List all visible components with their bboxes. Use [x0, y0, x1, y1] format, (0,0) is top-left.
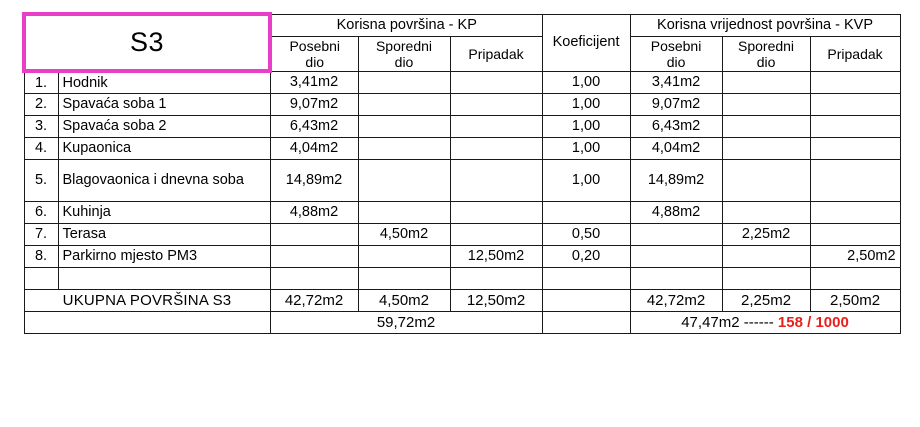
totals-kvp-pripadak: 2,50m2: [810, 289, 900, 311]
kvp-posebni: 4,04m2: [630, 137, 722, 159]
kp-posebni: 4,88m2: [270, 201, 358, 223]
kp-sporedni: [358, 93, 450, 115]
spacer-row: [24, 267, 900, 289]
kp-posebni: 3,41m2: [270, 71, 358, 93]
row-number: 2.: [24, 93, 58, 115]
grand-total-empty-koef: [542, 311, 630, 333]
kvp-posebni: [630, 223, 722, 245]
kvp-pripadak: [810, 201, 900, 223]
kvp-sporedni: 2,25m2: [722, 223, 810, 245]
totals-kvp-sporedni: 2,25m2: [722, 289, 810, 311]
header-korisna-vrijednost: Korisna vrijednost površina - KVP: [630, 14, 900, 36]
spacer-cell: [810, 267, 900, 289]
kp-sporedni: [358, 115, 450, 137]
surface-area-table: [22, 12, 901, 334]
grand-total-kp: 59,72m2: [270, 311, 542, 333]
kp-sporedni: 4,50m2: [358, 223, 450, 245]
kp-pripadak: [450, 201, 542, 223]
grand-total-kvp: [630, 311, 900, 333]
spacer-cell: [630, 267, 722, 289]
kvp-sporedni: [722, 201, 810, 223]
spacer-cell: [358, 267, 450, 289]
totals-row: [24, 289, 900, 311]
grand-total-separator: ------: [743, 313, 774, 331]
kvp-posebni: [630, 245, 722, 267]
subheader-kp-sporedni-line2: dio: [394, 53, 414, 70]
row-number: 6.: [24, 201, 58, 223]
grand-total-empty-left: [24, 311, 270, 333]
grand-total-row: [24, 311, 900, 333]
kp-pripadak: [450, 137, 542, 159]
kvp-pripadak: [810, 159, 900, 201]
table-row: [24, 159, 900, 201]
kvp-posebni: 3,41m2: [630, 71, 722, 93]
room-name: Parkirno mjesto PM3: [58, 245, 270, 267]
kp-sporedni: [358, 159, 450, 201]
unit-title: S3: [24, 14, 270, 71]
table-row: [24, 137, 900, 159]
table-row: [24, 71, 900, 93]
row-number: 4.: [24, 137, 58, 159]
ownership-share: 158 / 1000: [777, 313, 849, 331]
table-row: [24, 245, 900, 267]
kp-pripadak: [450, 93, 542, 115]
kvp-sporedni: [722, 115, 810, 137]
subheader-kvp-posebni-line1: Posebni: [650, 37, 702, 54]
totals-koeficijent: [542, 289, 630, 311]
kp-pripadak: [450, 71, 542, 93]
row-number: 7.: [24, 223, 58, 245]
kvp-posebni: 14,89m2: [630, 159, 722, 201]
koeficijent: 1,00: [542, 71, 630, 93]
kvp-pripadak: [810, 115, 900, 137]
spacer-cell: [722, 267, 810, 289]
room-name: Spavaća soba 1: [58, 93, 270, 115]
kvp-sporedni: [722, 137, 810, 159]
header-row-groups: [24, 14, 900, 36]
table-row: [24, 115, 900, 137]
kvp-sporedni: [722, 159, 810, 201]
row-number: 8.: [24, 245, 58, 267]
subheader-kvp-sporedni: [722, 36, 810, 71]
subheader-kvp-sporedni-line1: Sporedni: [738, 37, 795, 54]
koeficijent: 1,00: [542, 115, 630, 137]
kp-sporedni: [358, 245, 450, 267]
koeficijent: 1,00: [542, 159, 630, 201]
subheader-kp-posebni-line2: dio: [305, 53, 325, 70]
kvp-posebni: 9,07m2: [630, 93, 722, 115]
subheader-kvp-sporedni-line2: dio: [756, 53, 776, 70]
subheader-kp-pripadak: Pripadak: [450, 36, 542, 71]
subheader-kvp-posebni: [630, 36, 722, 71]
kp-posebni: 14,89m2: [270, 159, 358, 201]
room-name: Terasa: [58, 223, 270, 245]
room-name: Kupaonica: [58, 137, 270, 159]
kvp-sporedni: [722, 93, 810, 115]
kp-posebni: 9,07m2: [270, 93, 358, 115]
subheader-kvp-posebni-line2: dio: [666, 53, 686, 70]
kp-posebni: [270, 223, 358, 245]
row-number: 5.: [24, 159, 58, 201]
kvp-pripadak: [810, 71, 900, 93]
spacer-cell: [270, 267, 358, 289]
kvp-sporedni: [722, 71, 810, 93]
kvp-pripadak: [810, 93, 900, 115]
totals-kp-pripadak: 12,50m2: [450, 289, 542, 311]
kvp-pripadak: [810, 137, 900, 159]
subheader-kp-sporedni: [358, 36, 450, 71]
kp-pripadak: [450, 159, 542, 201]
kvp-posebni: 4,88m2: [630, 201, 722, 223]
koeficijent: 1,00: [542, 93, 630, 115]
koeficijent: 0,20: [542, 245, 630, 267]
kp-posebni: [270, 245, 358, 267]
table-row: [24, 93, 900, 115]
totals-kp-sporedni: 4,50m2: [358, 289, 450, 311]
row-number: 1.: [24, 71, 58, 93]
kp-pripadak: 12,50m2: [450, 245, 542, 267]
koeficijent: 0,50: [542, 223, 630, 245]
kp-posebni: 6,43m2: [270, 115, 358, 137]
spacer-cell: [542, 267, 630, 289]
subheader-kvp-pripadak: Pripadak: [810, 36, 900, 71]
kvp-pripadak: 2,50m2: [810, 245, 900, 267]
spacer-cell: [450, 267, 542, 289]
kp-pripadak: [450, 115, 542, 137]
grand-total-kvp-value: 47,47m2: [681, 313, 740, 331]
table-row: [24, 201, 900, 223]
spacer-cell: [24, 267, 58, 289]
kp-posebni: 4,04m2: [270, 137, 358, 159]
totals-kvp-posebni: 42,72m2: [630, 289, 722, 311]
table-row: [24, 223, 900, 245]
totals-kp-posebni: 42,72m2: [270, 289, 358, 311]
header-korisna-povrsina: Korisna površina - KP: [270, 14, 542, 36]
room-name: Kuhinja: [58, 201, 270, 223]
header-koeficijent: Koeficijent: [542, 14, 630, 71]
kp-sporedni: [358, 137, 450, 159]
kp-sporedni: [358, 201, 450, 223]
row-number: 3.: [24, 115, 58, 137]
kp-pripadak: [450, 223, 542, 245]
room-name: Hodnik: [58, 71, 270, 93]
room-name: Spavaća soba 2: [58, 115, 270, 137]
spacer-cell: [58, 267, 270, 289]
kvp-sporedni: [722, 245, 810, 267]
kp-sporedni: [358, 71, 450, 93]
subheader-kp-posebni: [270, 36, 358, 71]
subheader-kp-posebni-line1: Posebni: [289, 37, 341, 54]
subheader-kp-sporedni-line1: Sporedni: [375, 37, 433, 54]
kvp-pripadak: [810, 223, 900, 245]
koeficijent: [542, 201, 630, 223]
totals-label: UKUPNA POVRŠINA S3: [24, 289, 270, 311]
room-name: Blagovaonica i dnevna soba: [58, 159, 270, 201]
koeficijent: 1,00: [542, 137, 630, 159]
kvp-posebni: 6,43m2: [630, 115, 722, 137]
